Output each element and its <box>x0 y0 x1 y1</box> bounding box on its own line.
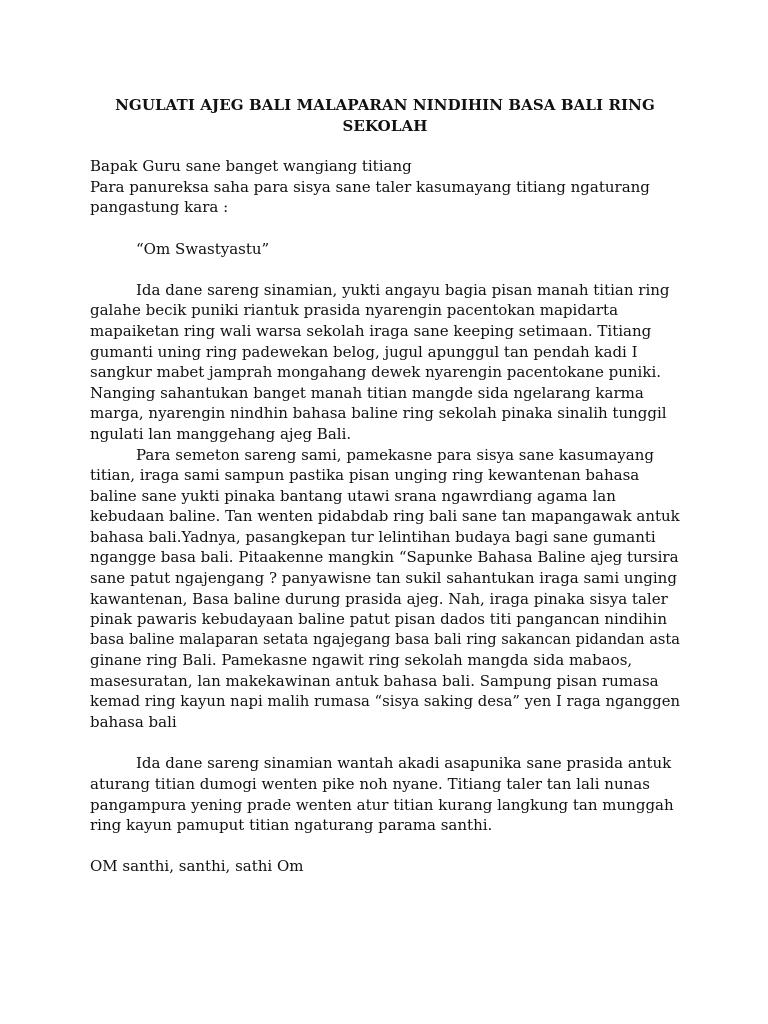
paragraph-2-line-12: masesuratan, lan makekawinan antuk bahasa bali. Sampung pisan rumasa <box>90 672 659 691</box>
paragraph-2-line-9: pinak pawaris kebudayaan baline patut pisan dados titi pangancan nindihin <box>90 610 668 629</box>
closing-salutation <box>90 856 680 877</box>
paragraph-2-line-6: ngangge basa bali. Pitaakenne mangkin “Sapunke Bahasa Baline ajeg tursira <box>90 548 679 567</box>
paragraph-2-line-8: kawantenan, Basa baline durung prasida ajeg. Nah, iraga pinaka sisya taler <box>90 589 668 608</box>
paragraph-1-line-2: galahe becik puniki riantuk prasida nyarengin pacentokan mapidarta <box>90 301 619 320</box>
greeting-line-2: Para panureksa saha para sisya sane taler kasumayang titiang ngaturang <box>90 177 650 196</box>
paragraph-1-line-3: mapaiketan ring wali warsa sekolah iraga sane keeping setimaan. Titiang <box>90 321 652 340</box>
document-page <box>90 95 680 877</box>
paragraph-1-line-4: gumanti uning ring padewekan belog, jugul apunggul tan pendah kadi I <box>90 342 638 361</box>
paragraph-3-line-4: ring kayun pamuput titian ngaturang parama santhi. <box>90 816 493 835</box>
paragraph-3-line-2: aturang titian dumogi wenten pike noh nyane. Titiang taler tan lali nunas <box>90 775 650 793</box>
closing-line: OM santhi, santhi, sathi Om <box>90 857 304 876</box>
title-line-2: SEKOLAH <box>342 116 428 135</box>
opening-salutation <box>90 239 680 260</box>
title-line-1: NGULATI AJEG BALI MALAPARAN NINDIHIN BASA BALI RING <box>115 96 655 114</box>
paragraph-2-line-13: kemad ring kayun napi malih rumasa “sisya saking desa” yen I raga nganggen <box>90 692 681 710</box>
paragraph-1-line-1: Ida dane sareng sinamian, yukti angayu bagia pisan manah titian ring <box>136 280 670 299</box>
paragraph-2 <box>90 445 680 733</box>
greeting-line-3: pangastung kara : <box>90 198 229 217</box>
paragraph-3 <box>90 753 680 835</box>
paragraph-2-line-4: kebudaan baline. Tan wenten pidabdab ring bali sane tan mapangawak antuk <box>90 507 680 526</box>
paragraph-2-line-3: baline sane yukti pinaka bantang utawi srana ngawrdiang agama lan <box>90 486 616 505</box>
paragraph-1-line-7: marga, nyarengin nindhin bahasa baline ring sekolah pinaka sinalih tunggil <box>90 404 667 423</box>
opening-line: “Om Swastyastu” <box>136 239 270 258</box>
paragraph-2-line-5: bahasa bali.Yadnya, pasangkepan tur lelintihan budaya bagi sane gumanti <box>90 527 656 546</box>
paragraph-2-line-14: bahasa bali <box>90 713 177 732</box>
paragraph-1-line-6: Nanging sahantukan banget manah titian mangde sida ngelarang karma <box>90 383 644 402</box>
paragraph-3-line-1: Ida dane sareng sinamian wantah akadi asapunika sane prasida antuk <box>136 754 672 773</box>
paragraph-1-line-8: ngulati lan manggehang ajeg Bali. <box>90 424 352 443</box>
paragraph-2-line-11: ginane ring Bali. Pamekasne ngawit ring sekolah mangda sida mabaos, <box>90 651 633 670</box>
paragraph-2-line-1: Para semeton sareng sami, pamekasne para sisya sane kasumayang <box>136 445 654 464</box>
document-title <box>90 95 680 136</box>
paragraph-2-line-7: sane patut ngajengang ? panyawisne tan sukil sahantukan iraga sami unging <box>90 569 677 588</box>
paragraph-1 <box>90 280 680 445</box>
paragraph-2-line-10: basa baline malaparan setata ngajegang basa bali ring sakancan pidandan asta <box>90 630 681 648</box>
greeting <box>90 156 680 218</box>
paragraph-3-line-3: pangampura yening prade wenten atur titian kurang langkung tan munggah <box>90 795 674 814</box>
paragraph-2-line-2: titian, iraga sami sampun pastika pisan unging ring kewantenan bahasa <box>90 466 640 485</box>
paragraph-1-line-5: sangkur mabet jamprah mongahang dewek nyarengin pacentokane puniki. <box>90 363 662 382</box>
greeting-line-1: Bapak Guru sane banget wangiang titiang <box>90 157 412 176</box>
